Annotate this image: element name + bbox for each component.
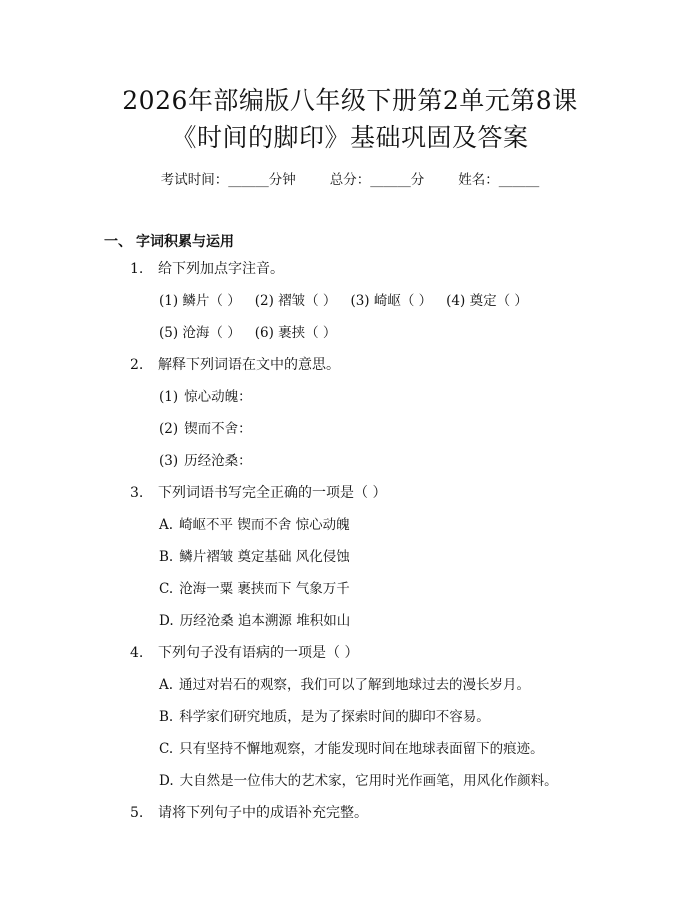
question-4-option-d [159, 771, 558, 791]
question-number: 4. [130, 645, 144, 661]
pinyin-item: (6) 裹挟（ ） [254, 325, 337, 341]
section-label: 字词积累与运用 [136, 234, 234, 250]
question-5 [130, 803, 368, 823]
item-label: (3) [159, 453, 179, 469]
option-text: 大自然是一位伟大的艺术家，它用时光作画笔，用风化作颜料。 [179, 773, 558, 789]
question-3-option-b [159, 547, 350, 567]
option-label: A. [159, 517, 174, 533]
item-text: 惊心动魄： [184, 389, 252, 405]
option-text: 历经沧桑 追本溯源 堆积如山 [179, 613, 351, 629]
option-label: D. [159, 613, 174, 629]
item-text: 历经沧桑： [184, 453, 252, 469]
section-number: 一、 [104, 234, 132, 250]
question-1-row-1 [159, 291, 542, 311]
title-line-2: 《时间的脚印》基础巩固及答案 [171, 123, 529, 152]
question-text: 给下列加点字注音。 [158, 261, 284, 277]
exam-meta [0, 168, 700, 188]
question-4-option-b [159, 707, 490, 727]
option-label: B. [159, 709, 174, 725]
question-text: 下列句子没有语病的一项是（ ） [158, 645, 359, 661]
option-label: D. [159, 773, 174, 789]
student-name-field: 姓名：______ [458, 172, 540, 188]
question-4-option-a [159, 675, 530, 695]
section-heading [104, 231, 234, 251]
option-label: A. [159, 677, 174, 693]
pinyin-item: (2) 褶皱（ ） [254, 293, 337, 309]
question-2-item-3 [159, 451, 252, 471]
option-text: 沧海一粟 裹挟而下 气象万千 [179, 581, 350, 597]
question-4 [130, 643, 358, 663]
question-number: 5. [130, 805, 144, 821]
question-number: 1. [130, 261, 144, 277]
question-text: 下列词语书写完全正确的一项是（ ） [158, 485, 387, 501]
question-text: 解释下列词语在文中的意思。 [158, 357, 340, 373]
option-text: 只有坚持不懈地观察，才能发现时间在地球表面留下的痕迹。 [179, 741, 544, 757]
question-1-row-2 [159, 323, 350, 343]
item-label: (2) [159, 421, 179, 437]
question-text: 请将下列句子中的成语补充完整。 [158, 805, 368, 821]
item-text: 锲而不舍： [184, 421, 252, 437]
title-line-1: 2026年部编版八年级下册第2单元第8课 [122, 86, 578, 115]
question-2-item-2 [159, 419, 252, 439]
question-1 [130, 259, 284, 279]
option-text: 鳞片褶皱 奠定基础 风化侵蚀 [179, 549, 350, 565]
option-label: C. [159, 581, 174, 597]
question-2 [130, 355, 340, 375]
question-number: 2. [130, 357, 144, 373]
pinyin-item: (1) 鳞片（ ） [159, 293, 241, 309]
question-3-option-c [159, 579, 350, 599]
item-label: (1) [159, 389, 179, 405]
option-text: 崎岖不平 锲而不舍 惊心动魄 [179, 517, 350, 533]
pinyin-item: (3) 崎岖（ ） [350, 293, 433, 309]
option-label: B. [159, 549, 174, 565]
question-2-item-1 [159, 387, 252, 407]
option-text: 科学家们研究地质，是为了探索时间的脚印不容易。 [179, 709, 490, 725]
pinyin-item: (4) 奠定（ ） [446, 293, 528, 309]
question-3-option-d [159, 611, 350, 631]
pinyin-item: (5) 沧海（ ） [159, 325, 241, 341]
total-score-field: 总分：______分 [329, 172, 425, 188]
option-text: 通过对岩石的观察，我们可以了解到地球过去的漫长岁月。 [179, 677, 531, 693]
question-3-option-a [159, 515, 350, 535]
exam-time-field: 考试时间：______分钟 [160, 172, 296, 188]
option-label: C. [159, 741, 174, 757]
question-3 [130, 483, 386, 503]
question-number: 3. [130, 485, 144, 501]
question-4-option-c [159, 739, 544, 759]
